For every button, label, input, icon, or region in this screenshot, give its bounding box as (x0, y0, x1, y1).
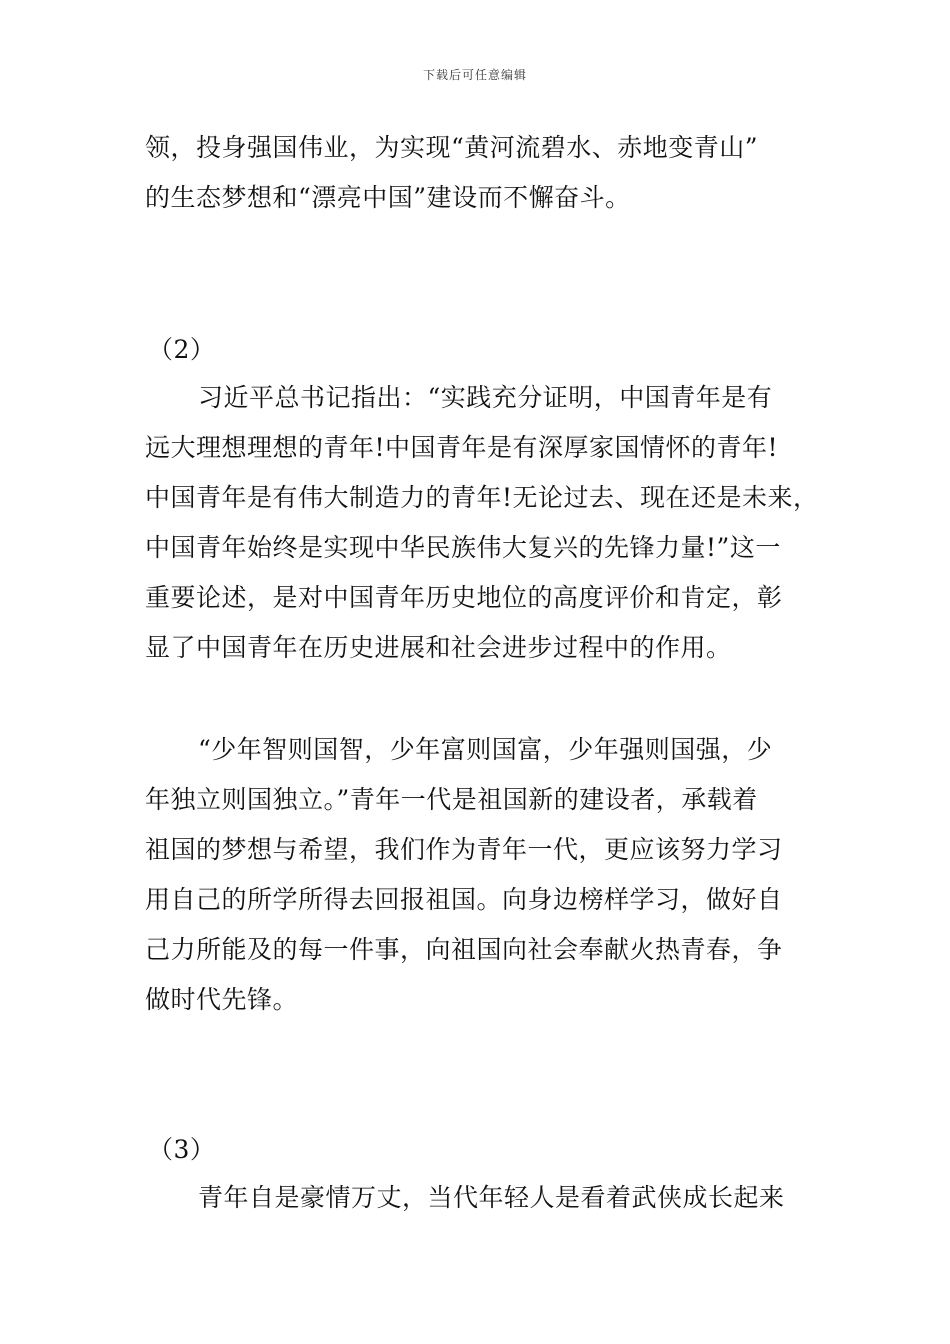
paragraph-line: 习近平总书记指出：“实践充分证明，中国青年是有 (198, 383, 773, 412)
paragraph-line: 领，投身强国伟业，为实现“黄河流碧水、赤地变青山” (145, 133, 759, 162)
paragraph-line: 远大理想理想的青年!中国青年是有深厚家国情怀的青年! (145, 433, 779, 462)
paragraph-line: 己力所能及的每一件事，向祖国向社会奉献火热青春，争 (145, 935, 783, 964)
paragraph-line: “少年智则国智，少年富则国富，少年强则国强，少 (198, 735, 773, 764)
section-marker: （3） (148, 1135, 216, 1164)
page-header: 下载后可任意编辑 (422, 68, 527, 82)
paragraph-line: 祖国的梦想与希望，我们作为青年一代，更应该努力学习 (145, 835, 783, 864)
paragraph-line: 重要论述，是对中国青年历史地位的高度评价和肯定，彰 (145, 583, 783, 612)
paragraph-line: 做时代先锋。 (145, 985, 299, 1014)
paragraph-line: 中国青年是有伟大制造力的青年!无论过去、现在还是未来， (145, 483, 819, 512)
paragraph-line: 青年自是豪情万丈，当代年轻人是看着武侠成长起来 (198, 1183, 785, 1212)
paragraph-line: 用自己的所学所得去回报祖国。向身边榜样学习，做好自 (145, 885, 783, 914)
paragraph-line: 的生态梦想和“漂亮中国”建设而不懈奋斗。 (145, 183, 631, 212)
paragraph-line: 显了中国青年在历史进展和社会进步过程中的作用。 (145, 633, 732, 662)
section-marker: （2） (148, 335, 216, 364)
paragraph-line: 中国青年始终是实现中华民族伟大复兴的先锋力量!”这一 (145, 533, 781, 562)
paragraph-line: 年独立则国独立。”青年一代是祖国新的建设者，承载着 (145, 785, 758, 814)
